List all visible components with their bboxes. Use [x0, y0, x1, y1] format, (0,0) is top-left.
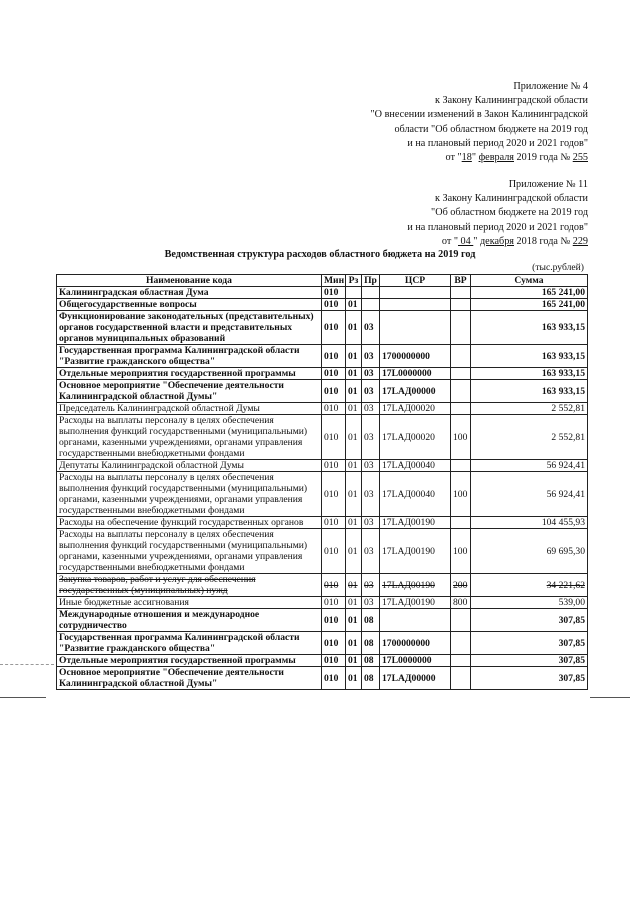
- cell-pr: 03: [362, 368, 380, 380]
- cell-sum: 307,85: [471, 667, 588, 690]
- cell-csr: 17LАД00190: [380, 529, 451, 574]
- cell-rz: 01: [346, 655, 362, 667]
- cell-sum: 163 933,15: [471, 380, 588, 403]
- cell-min: 010: [322, 632, 346, 655]
- cell-rz: 01: [346, 403, 362, 415]
- cell-pr: 03: [362, 472, 380, 517]
- date-month: февраля: [478, 152, 514, 164]
- cell-vr: 200: [451, 574, 471, 597]
- table-row: [57, 415, 588, 460]
- table-row: [57, 632, 588, 655]
- appendix-4-header: [371, 80, 589, 165]
- cell-pr: 03: [362, 517, 380, 529]
- cell-pr: 03: [362, 460, 380, 472]
- cell-pr: [362, 299, 380, 311]
- date-number: 229: [572, 235, 588, 247]
- cell-min: 010: [322, 667, 346, 690]
- header-pr: Пр: [362, 275, 380, 287]
- appendix-4-line5: и на плановый период 2020 и 2021 годов": [407, 137, 588, 149]
- cell-vr: [451, 368, 471, 380]
- cell-rz: 01: [346, 574, 362, 597]
- table-row: [57, 380, 588, 403]
- cell-pr: 03: [362, 415, 380, 460]
- appendix-11-line1: Приложение № 11: [508, 179, 588, 190]
- date-prefix: от ": [445, 152, 462, 164]
- cell-name: Расходы на выплаты персоналу в целях обеспечения выполнения функций государственными (муниципальными) органами, казенными учреждениями, органами управления государственными внебюджетными фондами: [57, 415, 322, 460]
- cell-vr: [451, 460, 471, 472]
- cell-vr: 100: [451, 415, 471, 460]
- cell-min: 010: [322, 299, 346, 311]
- cell-rz: [346, 287, 362, 299]
- date-day: 04: [458, 235, 474, 247]
- cell-min: 010: [322, 415, 346, 460]
- date-prefix: от ": [441, 235, 458, 247]
- cell-rz: 01: [346, 472, 362, 517]
- cell-name: Отдельные мероприятия государственной программы: [57, 655, 322, 667]
- cell-sum: 539,00: [471, 597, 588, 609]
- cell-name: Депутаты Калининградской областной Думы: [57, 460, 322, 472]
- budget-table: [56, 274, 588, 690]
- cell-vr: [451, 311, 471, 345]
- cell-min: 010: [322, 529, 346, 574]
- units-label: (тыс.рублей): [532, 262, 584, 273]
- scan-artifact-line: [0, 697, 46, 699]
- cell-sum: 307,85: [471, 609, 588, 632]
- table-row: [57, 609, 588, 632]
- date-year: 2018 года №: [514, 235, 573, 247]
- cell-rz: 01: [346, 460, 362, 472]
- cell-name: Отдельные мероприятия государственной программы: [57, 368, 322, 380]
- cell-sum: 163 933,15: [471, 311, 588, 345]
- cell-csr: 17LАД00190: [380, 597, 451, 609]
- cell-min: 010: [322, 345, 346, 368]
- cell-csr: [380, 299, 451, 311]
- table-row: [57, 403, 588, 415]
- cell-csr: 17LАД00000: [380, 380, 451, 403]
- appendix-11-line3: "Об областном бюджете на 2019 год: [431, 207, 588, 219]
- appendix-11-header: [407, 178, 588, 249]
- cell-sum: 165 241,00: [471, 299, 588, 311]
- cell-vr: [451, 609, 471, 632]
- cell-csr: 1700000000: [380, 632, 451, 655]
- cell-min: 010: [322, 311, 346, 345]
- cell-vr: [451, 380, 471, 403]
- cell-min: 010: [322, 597, 346, 609]
- cell-csr: 17LАД00020: [380, 403, 451, 415]
- cell-pr: 03: [362, 574, 380, 597]
- cell-min: 010: [322, 517, 346, 529]
- cell-csr: 17LАД00040: [380, 460, 451, 472]
- cell-rz: 01: [346, 415, 362, 460]
- cell-csr: [380, 287, 451, 299]
- cell-pr: 03: [362, 311, 380, 345]
- cell-pr: 08: [362, 609, 380, 632]
- cell-vr: [451, 299, 471, 311]
- table-row: [57, 345, 588, 368]
- appendix-4-line3: "О внесении изменений в Закон Калининградской: [370, 109, 588, 121]
- cell-min: 010: [322, 287, 346, 299]
- date-mid: ": [473, 235, 480, 247]
- cell-sum: 163 933,15: [471, 368, 588, 380]
- cell-rz: 01: [346, 380, 362, 403]
- cell-vr: 100: [451, 472, 471, 517]
- table-row: [57, 655, 588, 667]
- document-title: Ведомственная структура расходов областного бюджета на 2019 год: [164, 249, 476, 260]
- cell-csr: 17LАД00000: [380, 667, 451, 690]
- header-vr: ВР: [451, 275, 471, 287]
- header-sum: Сумма: [471, 275, 588, 287]
- table-row: [57, 460, 588, 472]
- table-row: [57, 667, 588, 690]
- cell-rz: 01: [346, 517, 362, 529]
- date-mid: ": [471, 152, 479, 164]
- table-header-row: [57, 275, 588, 287]
- scan-artifact-line: [590, 697, 630, 699]
- cell-pr: 08: [362, 667, 380, 690]
- cell-rz: 01: [346, 597, 362, 609]
- table-row: [57, 472, 588, 517]
- table-row: [57, 368, 588, 380]
- cell-min: 010: [322, 472, 346, 517]
- cell-name: Функционирование законодательных (представительных) органов государственной власти и представительных органов муниципальных образований: [57, 311, 322, 345]
- cell-pr: 03: [362, 380, 380, 403]
- cell-vr: [451, 667, 471, 690]
- header-name: Наименование кода: [57, 275, 322, 287]
- scan-artifact-line: [0, 664, 54, 666]
- cell-sum: 69 695,30: [471, 529, 588, 574]
- cell-csr: 17LАД00190: [380, 517, 451, 529]
- table-row: [57, 597, 588, 609]
- cell-name: Международные отношения и международное сотрудничество: [57, 609, 322, 632]
- cell-rz: 01: [346, 529, 362, 574]
- cell-csr: 17LАД00040: [380, 472, 451, 517]
- cell-name: Расходы на выплаты персоналу в целях обеспечения выполнения функций государственными (муниципальными) органами, казенными учреждениями, органами управления государственными внебюджетными фондами: [57, 529, 322, 574]
- cell-min: 010: [322, 460, 346, 472]
- header-csr: ЦСР: [380, 275, 451, 287]
- cell-name: Основное мероприятие "Обеспечение деятельности Калининградской областной Думы": [57, 667, 322, 690]
- cell-name: Расходы на обеспечение функций государственных органов: [57, 517, 322, 529]
- cell-vr: [451, 287, 471, 299]
- cell-pr: 08: [362, 655, 380, 667]
- cell-min: 010: [322, 380, 346, 403]
- cell-sum: 104 455,93: [471, 517, 588, 529]
- cell-min: 010: [322, 403, 346, 415]
- cell-name: Председатель Калининградской областной Думы: [57, 403, 322, 415]
- cell-name: Государственная программа Калининградской области "Развитие гражданского общества": [57, 345, 322, 368]
- cell-name: Расходы на выплаты персоналу в целях обеспечения выполнения функций государственными (муниципальными) органами, казенными учреждениями, органами управления государственными внебюджетными фондами: [57, 472, 322, 517]
- cell-vr: [451, 655, 471, 667]
- table-row: [57, 287, 588, 299]
- date-day: 18: [461, 152, 472, 164]
- cell-min: 010: [322, 368, 346, 380]
- appendix-11-date: [407, 235, 588, 249]
- cell-sum: 56 924,41: [471, 460, 588, 472]
- cell-csr: 1700000000: [380, 345, 451, 368]
- cell-name: Основное мероприятие "Обеспечение деятельности Калининградской областной Думы": [57, 380, 322, 403]
- cell-pr: 03: [362, 597, 380, 609]
- cell-csr: 17L0000000: [380, 655, 451, 667]
- cell-sum: 2 552,81: [471, 403, 588, 415]
- cell-rz: 01: [346, 299, 362, 311]
- cell-pr: [362, 287, 380, 299]
- appendix-4-date: [371, 151, 589, 165]
- cell-name: Общегосударственные вопросы: [57, 299, 322, 311]
- cell-vr: 800: [451, 597, 471, 609]
- table-row: [57, 299, 588, 311]
- cell-rz: 01: [346, 667, 362, 690]
- date-month: декабря: [480, 235, 514, 247]
- header-rz: Рз: [346, 275, 362, 287]
- cell-min: 010: [322, 574, 346, 597]
- cell-rz: 01: [346, 311, 362, 345]
- table-row: [57, 517, 588, 529]
- cell-sum: 2 552,81: [471, 415, 588, 460]
- appendix-4-line1: Приложение № 4: [513, 81, 588, 92]
- cell-csr: [380, 311, 451, 345]
- cell-rz: 01: [346, 345, 362, 368]
- table-body: [57, 287, 588, 690]
- cell-name: Закупка товаров, работ и услуг для обеспечения государственных (муниципальных) нужд: [57, 574, 322, 597]
- cell-pr: 03: [362, 345, 380, 368]
- appendix-11-line2: к Закону Калининградской области: [435, 193, 588, 205]
- cell-vr: [451, 517, 471, 529]
- cell-rz: 01: [346, 609, 362, 632]
- table-row: [57, 311, 588, 345]
- cell-csr: 17LАД00190: [380, 574, 451, 597]
- cell-vr: [451, 632, 471, 655]
- cell-sum: 34 221,62: [471, 574, 588, 597]
- cell-vr: [451, 403, 471, 415]
- header-min: Мин: [322, 275, 346, 287]
- cell-pr: 03: [362, 403, 380, 415]
- cell-sum: 307,85: [471, 632, 588, 655]
- cell-vr: [451, 345, 471, 368]
- cell-name: Калининградская областная Дума: [57, 287, 322, 299]
- cell-rz: 01: [346, 632, 362, 655]
- cell-min: 010: [322, 655, 346, 667]
- cell-csr: 17LАД00020: [380, 415, 451, 460]
- cell-min: 010: [322, 609, 346, 632]
- cell-sum: 163 933,15: [471, 345, 588, 368]
- cell-vr: 100: [451, 529, 471, 574]
- cell-pr: 08: [362, 632, 380, 655]
- cell-sum: 165 241,00: [471, 287, 588, 299]
- cell-rz: 01: [346, 368, 362, 380]
- appendix-4-line4: области "Об областном бюджете на 2019 год: [394, 123, 588, 135]
- appendix-11-line4: и на плановый период 2020 и 2021 годов": [407, 221, 588, 233]
- cell-csr: [380, 609, 451, 632]
- cell-pr: 03: [362, 529, 380, 574]
- table-row: [57, 529, 588, 574]
- cell-sum: 56 924,41: [471, 472, 588, 517]
- table-row: [57, 574, 588, 597]
- cell-csr: 17L0000000: [380, 368, 451, 380]
- date-number: 255: [572, 152, 588, 164]
- appendix-4-line2: к Закону Калининградской области: [435, 95, 588, 107]
- cell-name: Государственная программа Калининградской области "Развитие гражданского общества": [57, 632, 322, 655]
- cell-sum: 307,85: [471, 655, 588, 667]
- cell-name: Иные бюджетные ассигнования: [57, 597, 322, 609]
- date-year: 2019 года №: [514, 152, 573, 164]
